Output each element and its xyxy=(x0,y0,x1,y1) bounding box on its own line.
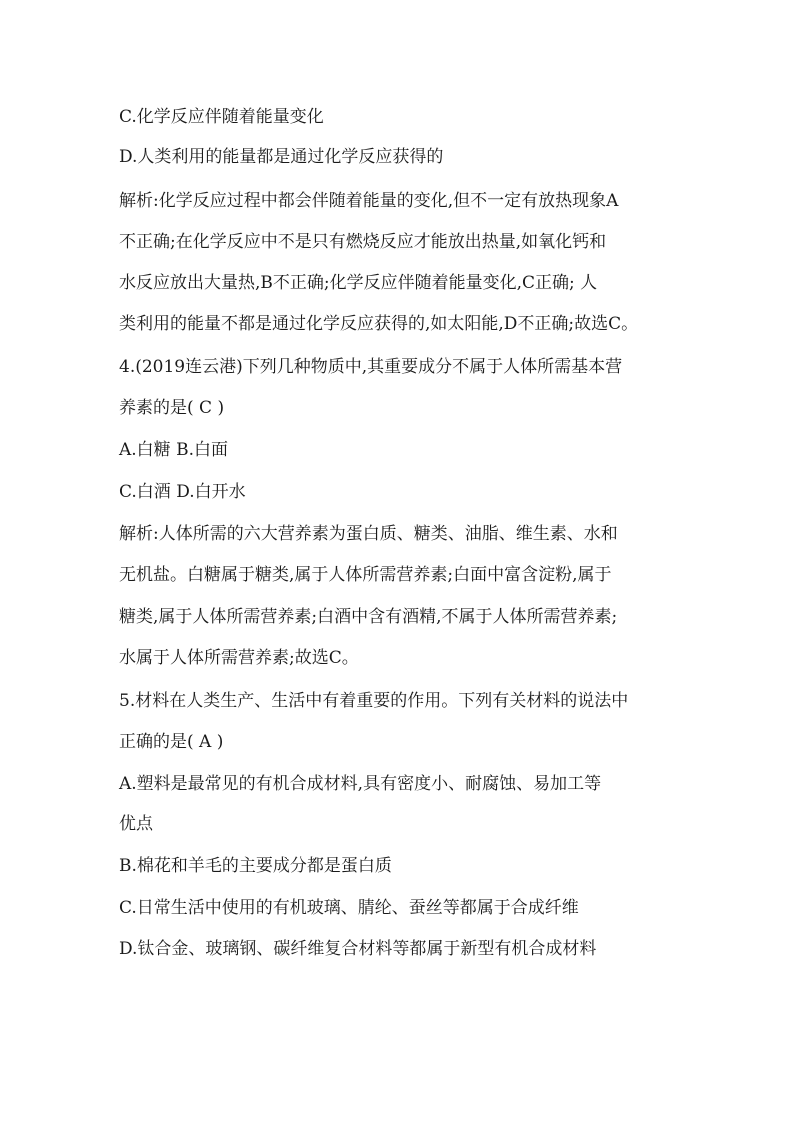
question-4-stem-line-1: 4.(2019连云港)下列几种物质中,其重要成分不属于人体所需基本营 xyxy=(119,357,623,377)
option-d-q3: D.人类利用的能量都是通过化学反应获得的 xyxy=(119,147,444,167)
options-cd-q4: C.白酒 D.白开水 xyxy=(119,482,246,502)
analysis-q4-line-1: 解析:人体所需的六大营养素为蛋白质、糖类、油脂、维生素、水和 xyxy=(119,524,618,544)
options-ab-q4: A.白糖 B.白面 xyxy=(119,440,228,460)
option-d-q5: D.钛合金、玻璃钢、碳纤维复合材料等都属于新型有机合成材料 xyxy=(119,939,597,959)
analysis-q3-line-1: 解析:化学反应过程中都会伴随着能量的变化,但不一定有放热现象A xyxy=(119,191,619,211)
option-a-q5-line-1: A.塑料是最常见的有机合成材料,具有密度小、耐腐蚀、易加工等 xyxy=(119,774,602,794)
question-5-stem-line-1: 5.材料在人类生产、生活中有着重要的作用。下列有关材料的说法中 xyxy=(119,691,629,711)
option-c-q3: C.化学反应伴随着能量变化 xyxy=(119,107,324,127)
question-5-stem-line-2: 正确的是( A ) xyxy=(119,732,224,752)
analysis-q4-line-4: 水属于人体所需营养素;故选C。 xyxy=(119,648,359,668)
option-c-q5: C.日常生活中使用的有机玻璃、腈纶、蚕丝等都属于合成纤维 xyxy=(119,898,579,918)
question-4-stem-line-2: 养素的是( C ) xyxy=(119,398,225,418)
analysis-q4-line-3: 糖类,属于人体所需营养素;白酒中含有酒精,不属于人体所需营养素; xyxy=(119,607,618,627)
analysis-q4-line-2: 无机盐。白糖属于糖类,属于人体所需营养素;白面中富含淀粉,属于 xyxy=(119,565,612,585)
analysis-q3-line-2: 不正确;在化学反应中不是只有燃烧反应才能放出热量,如氧化钙和 xyxy=(119,232,607,252)
option-b-q5: B.棉花和羊毛的主要成分都是蛋白质 xyxy=(119,856,392,876)
analysis-q3-line-3: 水反应放出大量热,B不正确;化学反应伴随着能量变化,C正确; 人 xyxy=(119,273,598,293)
option-a-q5-line-2: 优点 xyxy=(119,814,153,834)
analysis-q3-line-4: 类利用的能量不都是通过化学反应获得的,如太阳能,D不正确;故选C。 xyxy=(119,314,639,334)
